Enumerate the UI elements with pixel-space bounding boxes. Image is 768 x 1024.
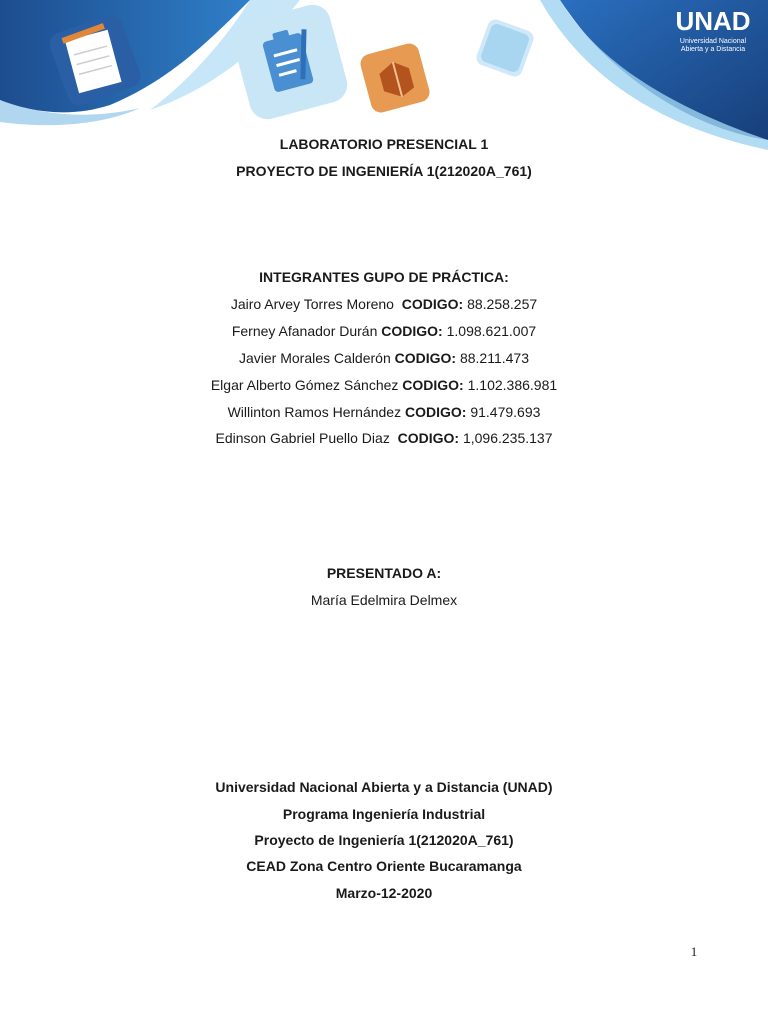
- document-subtitle: PROYECTO DE INGENIERÍA 1(212020A_761): [236, 163, 532, 179]
- member-name: Ferney Afanador Durán: [231, 323, 378, 339]
- member-row: [0, 430, 768, 446]
- document-date: Marzo-12-2020: [335, 885, 433, 901]
- header-banner: [0, 0, 768, 150]
- presented-to-name: María Edelmira Delmex: [310, 592, 458, 608]
- code-label: CODIGO:: [397, 430, 460, 446]
- logo-mark: UNAD: [675, 6, 751, 36]
- members-heading: INTEGRANTES GUPO DE PRÁCTICA:: [259, 269, 509, 285]
- member-code: 88.211.473: [459, 350, 529, 366]
- university-name: Universidad Nacional Abierta y a Distancia (UNAD): [215, 779, 553, 795]
- member-code: 1.098.621.007: [446, 323, 537, 339]
- member-code: 91.479.693: [470, 404, 541, 420]
- member-code: 1,096.235.137: [462, 430, 553, 446]
- member-row: [0, 350, 768, 366]
- decorative-tile: [474, 17, 536, 79]
- document-title: LABORATORIO PRESENCIAL 1: [279, 136, 489, 152]
- code-label: CODIGO:: [394, 350, 457, 366]
- member-row: [0, 323, 768, 339]
- member-code: 1.102.386.981: [467, 377, 558, 393]
- program-name: Programa Ingeniería Industrial: [282, 806, 486, 822]
- presented-to-heading: PRESENTADO A:: [326, 565, 442, 581]
- page-number: 1: [690, 944, 698, 959]
- unad-logo: [670, 6, 756, 54]
- member-name: Elgar Alberto Gómez Sánchez: [210, 377, 399, 393]
- code-label: CODIGO:: [405, 404, 467, 420]
- member-name: Willinton Ramos Hernández: [227, 404, 402, 420]
- member-name: Jairo Arvey Torres Moreno: [230, 296, 394, 312]
- member-row: [0, 377, 768, 393]
- member-row: [0, 404, 768, 420]
- logo-subtitle: Universidad Nacional Abierta y a Distancia: [679, 38, 747, 53]
- code-label: CODIGO:: [401, 296, 464, 312]
- member-name: Edinson Gabriel Puello Diaz: [215, 430, 390, 446]
- code-label: CODIGO:: [402, 377, 464, 393]
- course-name: Proyecto de Ingeniería 1(212020A_761): [254, 832, 514, 848]
- code-label: CODIGO:: [381, 323, 443, 339]
- member-code: 88.258.257: [467, 296, 538, 312]
- member-row: [0, 296, 768, 312]
- member-name: Javier Morales Calderón: [239, 350, 391, 366]
- cead-name: CEAD Zona Centro Oriente Bucaramanga: [246, 858, 522, 874]
- book-icon: [358, 41, 431, 114]
